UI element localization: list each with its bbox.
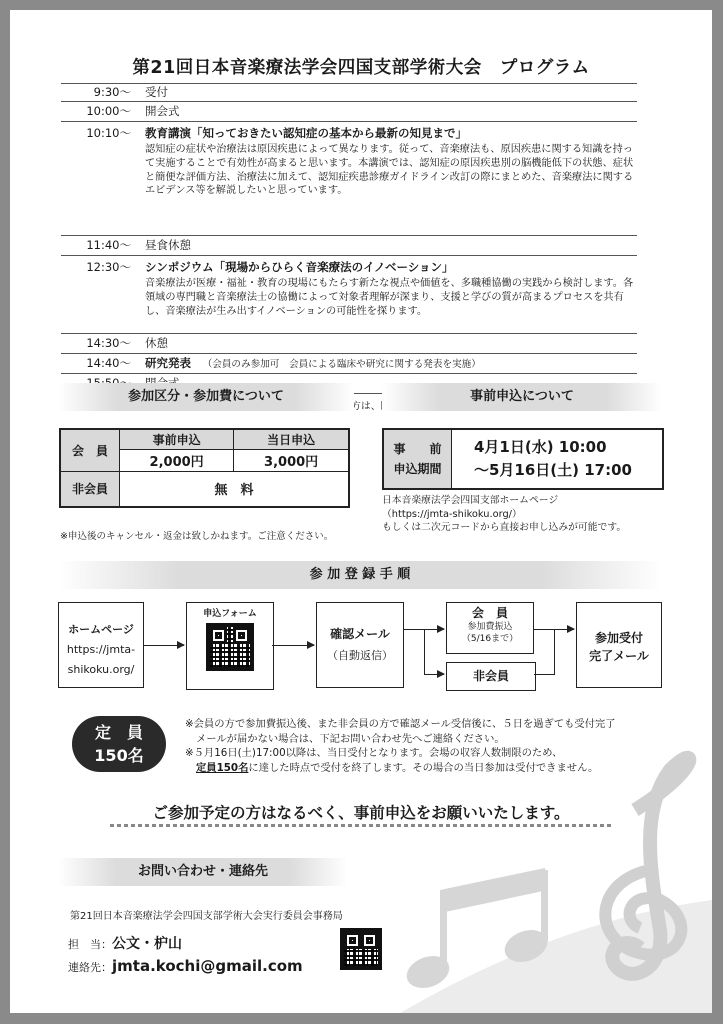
fee-col-pre: 事前申込: [120, 429, 234, 449]
fee-col-day: 当日申込: [234, 429, 349, 449]
flow-heading: 参 加 登 録 手 順: [58, 561, 662, 589]
arrow-icon: [424, 674, 444, 675]
qr-code-icon[interactable]: [206, 623, 254, 671]
schedule-time: 9:30〜: [93, 85, 131, 99]
music-notes-decoration: [400, 750, 712, 1013]
flow-member-sub1: 参加費振込: [467, 622, 513, 632]
preapply-label1: 事 前: [393, 442, 442, 456]
capacity-note4-bold: 定員150名: [196, 761, 249, 774]
capacity-label2: 150名: [94, 746, 144, 765]
contact-email-row: [68, 957, 303, 975]
schedule-row: [61, 256, 637, 334]
schedule-row: [61, 83, 637, 102]
fee-member-day: 3,000円: [234, 449, 349, 471]
schedule-time: 10:10〜: [86, 126, 131, 140]
contact-heading: お問い合わせ・連絡先: [58, 858, 348, 886]
fee-heading: 参加区分・参加費について: [58, 383, 354, 411]
preapply-info2[interactable]: （https://jmta-shikoku.org/）: [382, 508, 522, 520]
page: [10, 10, 712, 1013]
schedule-time: 10:00〜: [86, 104, 131, 118]
flow-member-sub2: （5/16まで）: [461, 634, 519, 644]
arrow-icon: [272, 645, 314, 646]
contact-email-label: 連絡先：: [68, 961, 112, 974]
contact-qr-code-icon[interactable]: [340, 928, 382, 970]
appeal-underline: [110, 824, 612, 827]
capacity-note3: ※５月16日(土)17:00以降は、当日受付となります。会場の収容人数制限のため、: [185, 747, 563, 759]
schedule-time: 14:40〜: [86, 356, 131, 370]
flow-form-box: [186, 602, 274, 690]
flow-homepage-url2[interactable]: shikoku.org/: [67, 663, 135, 676]
contact-person-label: 担 当：: [68, 938, 112, 951]
capacity-note2: メールが届かない場合は、下記お問い合わせ先へご連絡ください。: [196, 732, 505, 745]
schedule-row: [61, 102, 637, 122]
preapply-to: 〜5月16日(土) 17:00: [474, 461, 632, 479]
flow-form-label: 申込フォーム: [203, 609, 257, 619]
flow-done-box: [576, 602, 662, 688]
capacity-badge: [72, 716, 166, 772]
arrow-icon: [144, 645, 184, 646]
schedule-label: 教育講演「知っておきたい認知症の基本から最新の知見まで」: [145, 126, 467, 140]
capacity-note1: ※会員の方で参加費振込後、また非会員の方で確認メール受信後に、５日を過ぎても受付完了: [185, 718, 616, 730]
schedule-label: 休憩: [145, 336, 168, 350]
fee-note: ※申込後のキャンセル・返金は致しかねます。ご注意ください。: [60, 531, 334, 542]
fee-member-label: 会 員: [60, 429, 120, 471]
flow-homepage-url1[interactable]: https://jmta-: [66, 643, 136, 656]
preapply-info1: 日本音楽療法学会四国支部ホームページ: [382, 495, 559, 506]
appeal-text: ご参加予定の方はなるべく、事前申込をお願いいたします。: [152, 804, 570, 822]
schedule-description: 認知症の症状や治療法は原因疾患によって異なります。従って、音楽療法も、原因疾患に関する知識を持って実施することで有効性が高まると思います。本講演では、認知症の原因疾患別の脳機能低下の状態、症状と簡便な評価方法、治療法に加えて、認知症疾患診療ガイドライン改訂の際にまとめた、音楽療法に関するエビデンス等を解説したいと思っています。: [145, 144, 634, 197]
contact-email[interactable]: jmta.kochi@gmail.com: [112, 957, 303, 975]
schedule-description: 音楽療法が医療・福祉・教育の現場にもたらす新たな視点や価値を、多職種協働の実践から検討します。各領域の専門職と音楽療法士の協働によって対象者理解が深まり、支援と学びの質が高まるプロセスを共有し、音楽療法が生み出すイノベーションの可能性を探ります。: [145, 278, 634, 317]
flow-homepage-title: ホームページ: [68, 623, 134, 636]
page-title: 第21回日本音楽療法学会四国支部学術大会 プログラム: [132, 58, 590, 78]
fee-member-pre: 2,000円: [120, 449, 234, 471]
contact-person-row: [68, 933, 182, 953]
flow-member-box: [446, 602, 534, 654]
capacity-note4-rest: に達した時点で受付を終了します。その場合の当日参加は受付できません。: [248, 761, 599, 774]
capacity-notes: [185, 717, 705, 775]
schedule-time: 11:40〜: [86, 238, 131, 252]
fee-table: [59, 428, 350, 508]
contact-person: 公文・枦山: [112, 936, 182, 952]
schedule-label: 受付: [145, 85, 168, 99]
schedule: [61, 83, 637, 412]
schedule-row: [61, 122, 637, 236]
schedule-row: [61, 236, 637, 256]
flow-done2: 完了メール: [589, 649, 649, 663]
preapply-box: [382, 428, 664, 490]
schedule-row: [61, 354, 637, 374]
schedule-label: シンポジウム「現場からひらく音楽療法のイノベーション」: [145, 260, 454, 274]
flow-member-title: 会 員: [471, 606, 508, 620]
flow-confirm-title: 確認メール: [330, 627, 390, 641]
capacity-label1: 定 員: [94, 723, 143, 742]
flow-confirm-box: [316, 602, 404, 688]
preapply-label2: 申込期間: [393, 462, 442, 476]
contact-org: 第21回日本音楽療法学会四国支部学術大会実行委員会事務局: [70, 911, 343, 922]
schedule-time: 12:30〜: [86, 260, 131, 274]
fee-nonmember-label: 非会員: [60, 471, 120, 507]
flow-done1: 参加受付: [594, 631, 643, 645]
schedule-label: 昼食休憩: [145, 238, 191, 252]
schedule-row: [61, 334, 637, 354]
flow-confirm-sub: （自動返信）: [327, 649, 393, 662]
preapply-from: 4月1日(水) 10:00: [474, 438, 607, 456]
flow-homepage-box: [58, 602, 144, 688]
fee-nonmember-value: 無 料: [120, 471, 350, 507]
schedule-label: 開会式: [145, 104, 180, 118]
preapply-heading: 事前申込について: [382, 383, 662, 411]
flow-nonmember-box: 非会員: [446, 662, 536, 691]
schedule-label: 研究発表: [145, 356, 191, 370]
preapply-info3: もしくは二次元コードから直接お申し込みが可能です。: [382, 522, 627, 533]
schedule-sub: （会員のみ参加可 会員による臨床や研究に関する発表を実施）: [202, 359, 481, 370]
schedule-time: 14:30〜: [86, 336, 131, 350]
